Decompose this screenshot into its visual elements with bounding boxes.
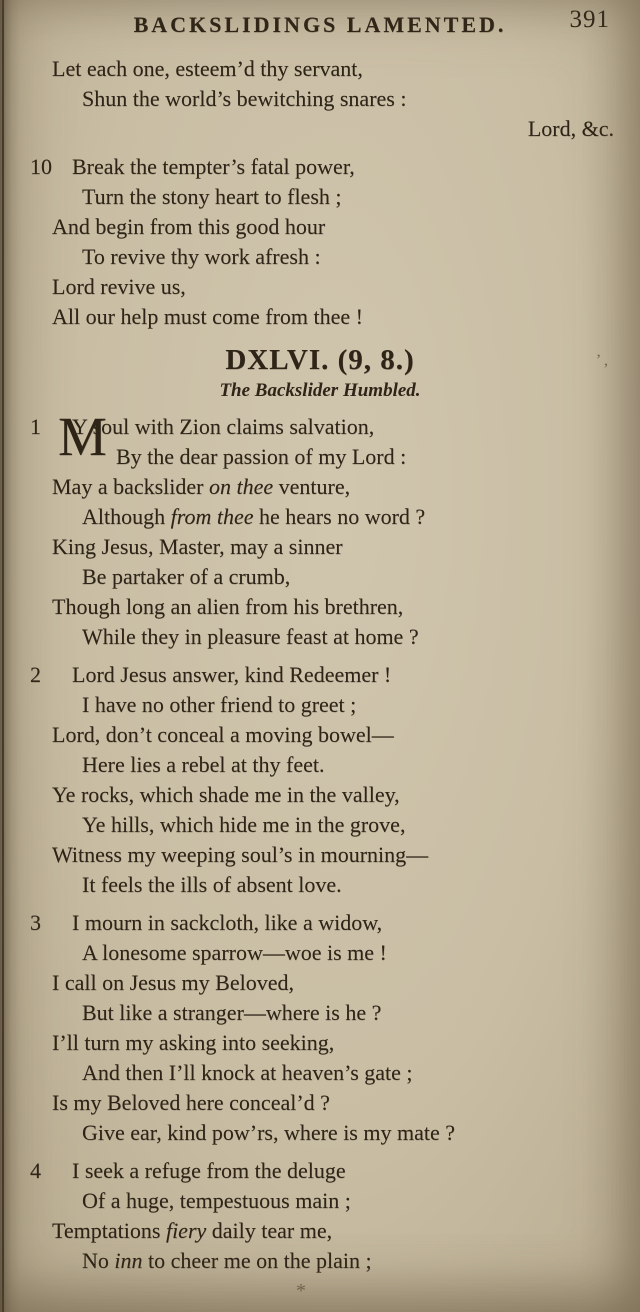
- line-text: And begin from this good hour: [52, 214, 326, 239]
- hymn-line: [16, 272, 624, 302]
- hymn-line: [16, 54, 624, 84]
- printer-mark: *: [296, 1280, 306, 1302]
- hymn-line: [16, 1058, 624, 1088]
- line-text: Let each one, esteem’d thy servant,: [52, 56, 363, 81]
- hymn-line: [16, 182, 624, 212]
- line-text: Lord, &c.: [527, 116, 614, 141]
- line-text: I have no other friend to greet ;: [82, 692, 357, 717]
- line-text: May a backslider: [52, 474, 209, 499]
- hymn-line: [16, 84, 624, 114]
- hymn-line: [16, 690, 624, 720]
- verse-2: [16, 660, 624, 900]
- hymn-line: [16, 472, 624, 502]
- hymn-number-heading: DXLVI. (9, 8.): [225, 344, 415, 376]
- line-text: daily tear me,: [206, 1218, 333, 1243]
- line-text: Lord, don’t conceal a moving bowel—: [52, 722, 394, 747]
- italic-text: from thee: [170, 504, 254, 529]
- hymn-line: [16, 938, 624, 968]
- hymn-line: [16, 810, 624, 840]
- hymn-line: [16, 870, 624, 900]
- hymn-line: [16, 412, 624, 442]
- intro-stanza-end: [16, 54, 624, 144]
- line-text: Shun the world’s bewitching snares :: [82, 86, 407, 111]
- verse-number: 3: [30, 910, 41, 935]
- page-number: 391: [569, 6, 610, 33]
- hymn-line: [16, 442, 624, 472]
- hymn-line: [16, 1118, 624, 1148]
- hymn-line: [16, 242, 624, 272]
- hymn-line: [16, 302, 624, 332]
- ink-smudge: ’ ,: [595, 352, 608, 369]
- hymn-line: [16, 152, 624, 182]
- verse-3: [16, 908, 624, 1148]
- verse-1-rest: [16, 472, 624, 652]
- italic-text: inn: [114, 1248, 143, 1273]
- verse-number: 1: [30, 414, 41, 439]
- line-text: To revive thy work afresh :: [82, 244, 321, 269]
- drop-cap: M: [58, 406, 107, 467]
- hymn-line: [16, 114, 624, 144]
- hymn-line: [16, 1156, 624, 1186]
- line-text: Here lies a rebel at thy feet.: [82, 752, 325, 777]
- hymn-line: [16, 1186, 624, 1216]
- line-text: While they in pleasure feast at home ?: [82, 624, 419, 649]
- hymn-line: [16, 660, 624, 690]
- hymn-line: [16, 1028, 624, 1058]
- line-text: All our help must come from thee !: [52, 304, 363, 329]
- verse-number: 4: [30, 1158, 41, 1183]
- line-text: Y soul with Zion claims salvation,: [72, 414, 375, 439]
- hymn-line: [16, 968, 624, 998]
- hymn-line: [16, 840, 624, 870]
- line-text: By the dear passion of my Lord :: [116, 444, 407, 469]
- line-text: Ye rocks, which shade me in the valley,: [52, 782, 400, 807]
- text-column: [0, 46, 640, 1276]
- hymn-line: [16, 622, 624, 652]
- hymn-line: [16, 998, 624, 1028]
- line-text: I mourn in sackcloth, like a widow,: [72, 910, 383, 935]
- hymn-line: [16, 908, 624, 938]
- line-text: I’ll turn my asking into seeking,: [52, 1030, 335, 1055]
- hymn-line: [16, 592, 624, 622]
- line-text: And then I’ll knock at heaven’s gate ;: [82, 1060, 413, 1085]
- line-text: But like a stranger—where is he ?: [82, 1000, 382, 1025]
- line-text: Although: [82, 504, 171, 529]
- line-text: Lord Jesus answer, kind Redeemer !: [72, 662, 392, 687]
- line-text: A lonesome sparrow—woe is me !: [82, 940, 387, 965]
- line-text: Ye hills, which hide me in the grove,: [82, 812, 406, 837]
- line-text: he hears no word ?: [253, 504, 426, 529]
- hymn-line: [16, 1216, 624, 1246]
- line-text: venture,: [273, 474, 351, 499]
- line-text: King Jesus, Master, may a sinner: [52, 534, 343, 559]
- hymn-line: [16, 750, 624, 780]
- italic-text: fiery: [165, 1218, 207, 1243]
- hymn-line: [16, 1246, 624, 1276]
- verse-10: [16, 152, 624, 332]
- line-text: Be partaker of a crumb,: [82, 564, 291, 589]
- hymn-subtitle: The Backslider Humbled.: [219, 380, 421, 401]
- verse-1: [16, 406, 624, 652]
- hymn-line: [16, 212, 624, 242]
- line-text: It feels the ills of absent love.: [82, 872, 342, 897]
- line-text: Turn the stony heart to flesh ;: [82, 184, 342, 209]
- running-title: BACKSLIDINGS LAMENTED.: [133, 12, 507, 37]
- line-text: Though long an alien from his brethren,: [52, 594, 404, 619]
- verse-4: [16, 1156, 624, 1276]
- italic-text: on thee: [209, 474, 274, 499]
- line-text: Of a huge, tempestuous main ;: [82, 1188, 351, 1213]
- hymn-line: [16, 502, 624, 532]
- line-text: Give ear, kind pow’rs, where is my mate ?: [82, 1120, 456, 1145]
- line-text: I seek a refuge from the deluge: [72, 1158, 346, 1183]
- verse-number: 2: [30, 662, 41, 687]
- hymn-line: [16, 532, 624, 562]
- line-text: to cheer me on the plain ;: [142, 1248, 372, 1273]
- verse-number: 10: [30, 154, 52, 179]
- line-text: No: [82, 1248, 115, 1273]
- hymn-line: [16, 720, 624, 750]
- hymn-line: [16, 1088, 624, 1118]
- line-text: Temptations: [52, 1218, 166, 1243]
- line-text: I call on Jesus my Beloved,: [52, 970, 294, 995]
- line-text: Is my Beloved here conceal’d ?: [52, 1090, 330, 1115]
- line-text: Lord revive us,: [52, 274, 186, 299]
- hymn-line: [16, 780, 624, 810]
- line-text: Break the tempter’s fatal power,: [72, 154, 355, 179]
- page-header: [0, 0, 640, 46]
- hymn-line: [16, 562, 624, 592]
- line-text: Witness my weeping soul’s in mourning—: [52, 842, 429, 867]
